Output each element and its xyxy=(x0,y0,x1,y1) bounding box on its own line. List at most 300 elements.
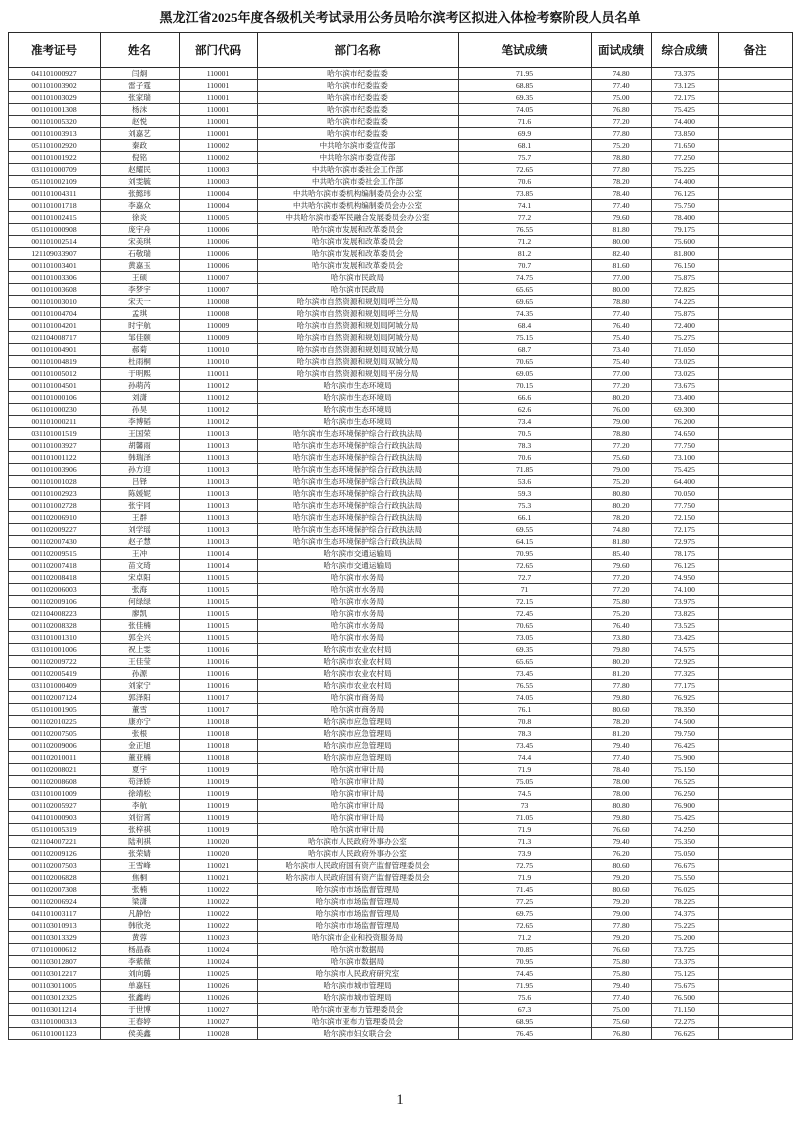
dept-code-cell: 110001 xyxy=(179,68,257,80)
comprehensive-score-cell: 72.925 xyxy=(651,656,718,668)
interview-score-cell: 80.60 xyxy=(591,884,651,896)
column-header: 部门名称 xyxy=(257,33,458,68)
comprehensive-score-cell: 76.125 xyxy=(651,560,718,572)
dept-code-cell: 110019 xyxy=(179,776,257,788)
table-row xyxy=(8,728,792,740)
written-score-cell: 71.05 xyxy=(458,812,591,824)
interview-score-cell: 81.20 xyxy=(591,728,651,740)
name-cell: 张根 xyxy=(100,728,179,740)
written-score-cell: 71.3 xyxy=(458,836,591,848)
dept-name-cell: 哈尔滨市商务局 xyxy=(257,704,458,716)
remark-cell xyxy=(718,452,792,464)
exam-number-cell: 001101002415 xyxy=(8,212,100,224)
remark-cell xyxy=(718,788,792,800)
dept-name-cell: 哈尔滨市自然资源和规划局呼兰分局 xyxy=(257,296,458,308)
comprehensive-score-cell: 74.575 xyxy=(651,644,718,656)
name-cell: 陆利祺 xyxy=(100,836,179,848)
dept-name-cell: 哈尔滨市市场监督管理局 xyxy=(257,896,458,908)
interview-score-cell: 79.60 xyxy=(591,560,651,572)
dept-name-cell: 哈尔滨市市场监督管理局 xyxy=(257,884,458,896)
name-cell: 时宇航 xyxy=(100,320,179,332)
comprehensive-score-cell: 75.225 xyxy=(651,164,718,176)
written-score-cell: 68.85 xyxy=(458,80,591,92)
table-row xyxy=(8,500,792,512)
exam-number-cell: 001102009006 xyxy=(8,740,100,752)
table-header xyxy=(8,33,792,68)
name-cell: 胡馨雨 xyxy=(100,440,179,452)
written-score-cell: 70.65 xyxy=(458,356,591,368)
remark-cell xyxy=(718,440,792,452)
written-score-cell: 71.6 xyxy=(458,116,591,128)
remark-cell xyxy=(718,560,792,572)
dept-code-cell: 110008 xyxy=(179,296,257,308)
exam-number-cell: 001102006003 xyxy=(8,584,100,596)
dept-name-cell: 哈尔滨市生态环境局 xyxy=(257,416,458,428)
interview-score-cell: 75.40 xyxy=(591,356,651,368)
interview-score-cell: 78.40 xyxy=(591,764,651,776)
name-cell: 赵悦 xyxy=(100,116,179,128)
interview-score-cell: 79.20 xyxy=(591,896,651,908)
name-cell: 王硕 xyxy=(100,272,179,284)
comprehensive-score-cell: 74.250 xyxy=(651,824,718,836)
remark-cell xyxy=(718,584,792,596)
dept-code-cell: 110006 xyxy=(179,236,257,248)
dept-code-cell: 110013 xyxy=(179,476,257,488)
name-cell: 王国荣 xyxy=(100,428,179,440)
name-cell: 杨沫 xyxy=(100,104,179,116)
name-cell: 刘潇 xyxy=(100,392,179,404)
dept-code-cell: 110013 xyxy=(179,536,257,548)
dept-name-cell: 哈尔滨市自然资源和规划局阿城分局 xyxy=(257,320,458,332)
dept-name-cell: 哈尔滨市民政局 xyxy=(257,284,458,296)
exam-number-cell: 001102007308 xyxy=(8,884,100,896)
comprehensive-score-cell: 75.425 xyxy=(651,464,718,476)
exam-number-cell: 001101003913 xyxy=(8,128,100,140)
table-row xyxy=(8,992,792,1004)
table-row xyxy=(8,740,792,752)
interview-score-cell: 80.00 xyxy=(591,236,651,248)
written-score-cell: 71.45 xyxy=(458,884,591,896)
exam-number-cell: 001102006828 xyxy=(8,872,100,884)
dept-code-cell: 110012 xyxy=(179,404,257,416)
remark-cell xyxy=(718,152,792,164)
name-cell: 张家瑞 xyxy=(100,92,179,104)
comprehensive-score-cell: 72.275 xyxy=(651,1016,718,1028)
name-cell: 于明熙 xyxy=(100,368,179,380)
comprehensive-score-cell: 76.900 xyxy=(651,800,718,812)
dept-code-cell: 110027 xyxy=(179,1004,257,1016)
exam-number-cell: 001101002728 xyxy=(8,500,100,512)
dept-name-cell: 哈尔滨市市场监督管理局 xyxy=(257,920,458,932)
dept-name-cell: 哈尔滨市应急管理局 xyxy=(257,752,458,764)
table-body xyxy=(8,68,792,1040)
name-cell: 王冲 xyxy=(100,548,179,560)
exam-number-cell: 001101004704 xyxy=(8,308,100,320)
interview-score-cell: 80.20 xyxy=(591,500,651,512)
dept-name-cell: 哈尔滨市审计局 xyxy=(257,824,458,836)
table-row xyxy=(8,248,792,260)
dept-code-cell: 110010 xyxy=(179,356,257,368)
name-cell: 孙昊 xyxy=(100,404,179,416)
dept-name-cell: 中共哈尔滨市委机构编制委员会办公室 xyxy=(257,200,458,212)
table-row xyxy=(8,788,792,800)
dept-code-cell: 110015 xyxy=(179,596,257,608)
dept-code-cell: 110001 xyxy=(179,104,257,116)
dept-code-cell: 110024 xyxy=(179,956,257,968)
remark-cell xyxy=(718,428,792,440)
page-title: 黑龙江省2025年度各级机关考试录用公务员哈尔滨考区拟进入体检考察阶段人员名单 xyxy=(159,10,641,25)
interview-score-cell: 75.20 xyxy=(591,476,651,488)
table-row xyxy=(8,968,792,980)
dept-name-cell: 哈尔滨市商务局 xyxy=(257,692,458,704)
exam-number-cell: 001102009227 xyxy=(8,524,100,536)
dept-name-cell: 哈尔滨市水务局 xyxy=(257,608,458,620)
table-row xyxy=(8,92,792,104)
dept-name-cell: 哈尔滨市发展和改革委员会 xyxy=(257,236,458,248)
exam-number-cell: 001101004819 xyxy=(8,356,100,368)
exam-number-cell: 001102007124 xyxy=(8,692,100,704)
name-cell: 赵子慧 xyxy=(100,536,179,548)
dept-name-cell: 中共哈尔滨市委军民融合发展委员会办公室 xyxy=(257,212,458,224)
comprehensive-score-cell: 77.325 xyxy=(651,668,718,680)
written-score-cell: 70.95 xyxy=(458,548,591,560)
comprehensive-score-cell: 74.650 xyxy=(651,428,718,440)
interview-score-cell: 85.40 xyxy=(591,548,651,560)
interview-score-cell: 79.20 xyxy=(591,872,651,884)
name-cell: 张佳楠 xyxy=(100,620,179,632)
dept-code-cell: 110021 xyxy=(179,872,257,884)
remark-cell xyxy=(718,1028,792,1040)
dept-name-cell: 中共哈尔滨市委社会工作部 xyxy=(257,164,458,176)
dept-name-cell: 哈尔滨市水务局 xyxy=(257,584,458,596)
comprehensive-score-cell: 75.350 xyxy=(651,836,718,848)
table-row xyxy=(8,860,792,872)
comprehensive-score-cell: 75.600 xyxy=(651,236,718,248)
exam-number-cell: 001102005927 xyxy=(8,800,100,812)
interview-score-cell: 77.40 xyxy=(591,308,651,320)
exam-number-cell: 031101000409 xyxy=(8,680,100,692)
remark-cell xyxy=(718,524,792,536)
remark-cell xyxy=(718,548,792,560)
comprehensive-score-cell: 74.400 xyxy=(651,176,718,188)
comprehensive-score-cell: 78.350 xyxy=(651,704,718,716)
table-row xyxy=(8,236,792,248)
column-header: 部门代码 xyxy=(179,33,257,68)
exam-number-cell: 001101005012 xyxy=(8,368,100,380)
dept-name-cell: 哈尔滨市审计局 xyxy=(257,776,458,788)
dept-code-cell: 110027 xyxy=(179,1016,257,1028)
dept-name-cell: 哈尔滨市亚布力管理委员会 xyxy=(257,1004,458,1016)
remark-cell xyxy=(718,956,792,968)
dept-code-cell: 110006 xyxy=(179,224,257,236)
comprehensive-score-cell: 75.750 xyxy=(651,200,718,212)
interview-score-cell: 75.00 xyxy=(591,1004,651,1016)
dept-code-cell: 110016 xyxy=(179,680,257,692)
exam-number-cell: 061101000230 xyxy=(8,404,100,416)
table-row xyxy=(8,140,792,152)
name-cell: 刘家宁 xyxy=(100,680,179,692)
interview-score-cell: 75.20 xyxy=(591,140,651,152)
dept-code-cell: 110013 xyxy=(179,488,257,500)
dept-name-cell: 哈尔滨市审计局 xyxy=(257,788,458,800)
interview-score-cell: 77.40 xyxy=(591,752,651,764)
comprehensive-score-cell: 64.400 xyxy=(651,476,718,488)
table-row xyxy=(8,488,792,500)
name-cell: 刘嘉艺 xyxy=(100,128,179,140)
dept-name-cell: 哈尔滨市应急管理局 xyxy=(257,740,458,752)
interview-score-cell: 77.80 xyxy=(591,164,651,176)
comprehensive-score-cell: 77.175 xyxy=(651,680,718,692)
table-row xyxy=(8,668,792,680)
interview-score-cell: 79.40 xyxy=(591,980,651,992)
dept-name-cell: 哈尔滨市生态环境局 xyxy=(257,392,458,404)
remark-cell xyxy=(718,104,792,116)
written-score-cell: 77.25 xyxy=(458,896,591,908)
table-row xyxy=(8,80,792,92)
dept-code-cell: 110006 xyxy=(179,260,257,272)
exam-number-cell: 001101001122 xyxy=(8,452,100,464)
interview-score-cell: 75.60 xyxy=(591,1016,651,1028)
comprehensive-score-cell: 81.800 xyxy=(651,248,718,260)
dept-code-cell: 110014 xyxy=(179,560,257,572)
dept-code-cell: 110026 xyxy=(179,992,257,1004)
remark-cell xyxy=(718,80,792,92)
table-row xyxy=(8,584,792,596)
dept-code-cell: 110022 xyxy=(179,908,257,920)
name-cell: 黄蓉 xyxy=(100,932,179,944)
dept-code-cell: 110006 xyxy=(179,248,257,260)
name-cell: 赵耀民 xyxy=(100,164,179,176)
dept-code-cell: 110008 xyxy=(179,308,257,320)
name-cell: 张懿玮 xyxy=(100,188,179,200)
written-score-cell: 69.05 xyxy=(458,368,591,380)
remark-cell xyxy=(718,128,792,140)
interview-score-cell: 80.60 xyxy=(591,860,651,872)
table-row xyxy=(8,716,792,728)
remark-cell xyxy=(718,488,792,500)
exam-number-cell: 001101003906 xyxy=(8,464,100,476)
written-score-cell: 71 xyxy=(458,584,591,596)
remark-cell xyxy=(718,764,792,776)
dept-code-cell: 110018 xyxy=(179,728,257,740)
dept-code-cell: 110005 xyxy=(179,212,257,224)
table-row xyxy=(8,344,792,356)
dept-code-cell: 110017 xyxy=(179,704,257,716)
dept-name-cell: 哈尔滨市水务局 xyxy=(257,632,458,644)
remark-cell xyxy=(718,296,792,308)
name-cell: 杜雨桐 xyxy=(100,356,179,368)
dept-code-cell: 110001 xyxy=(179,92,257,104)
remark-cell xyxy=(718,980,792,992)
dept-code-cell: 110015 xyxy=(179,620,257,632)
exam-number-cell: 021104008223 xyxy=(8,608,100,620)
written-score-cell: 59.3 xyxy=(458,488,591,500)
table-row xyxy=(8,752,792,764)
dept-code-cell: 110025 xyxy=(179,968,257,980)
exam-number-cell: 061101001123 xyxy=(8,1028,100,1040)
table-row xyxy=(8,596,792,608)
dept-name-cell: 哈尔滨市生态环境保护综合行政执法局 xyxy=(257,500,458,512)
written-score-cell: 73 xyxy=(458,800,591,812)
comprehensive-score-cell: 75.900 xyxy=(651,752,718,764)
exam-number-cell: 001102008328 xyxy=(8,620,100,632)
remark-cell xyxy=(718,320,792,332)
interview-score-cell: 79.80 xyxy=(591,692,651,704)
dept-code-cell: 110016 xyxy=(179,644,257,656)
dept-name-cell: 哈尔滨市纪委监委 xyxy=(257,68,458,80)
dept-code-cell: 110022 xyxy=(179,896,257,908)
exam-number-cell: 031101000709 xyxy=(8,164,100,176)
dept-name-cell: 中共哈尔滨市委机构编制委员会办公室 xyxy=(257,188,458,200)
dept-name-cell: 哈尔滨市纪委监委 xyxy=(257,92,458,104)
remark-cell xyxy=(718,272,792,284)
written-score-cell: 70.8 xyxy=(458,716,591,728)
comprehensive-score-cell: 73.025 xyxy=(651,356,718,368)
dept-code-cell: 110013 xyxy=(179,500,257,512)
comprehensive-score-cell: 73.675 xyxy=(651,380,718,392)
dept-code-cell: 110014 xyxy=(179,548,257,560)
remark-cell xyxy=(718,752,792,764)
remark-cell xyxy=(718,716,792,728)
name-cell: 焦桐 xyxy=(100,872,179,884)
dept-name-cell: 哈尔滨市生态环境保护综合行政执法局 xyxy=(257,476,458,488)
comprehensive-score-cell: 75.125 xyxy=(651,968,718,980)
interview-score-cell: 79.40 xyxy=(591,836,651,848)
interview-score-cell: 73.80 xyxy=(591,632,651,644)
remark-cell xyxy=(718,500,792,512)
exam-number-cell: 001101002923 xyxy=(8,488,100,500)
dept-name-cell: 哈尔滨市生态环境保护综合行政执法局 xyxy=(257,428,458,440)
comprehensive-score-cell: 75.050 xyxy=(651,848,718,860)
interview-score-cell: 77.00 xyxy=(591,272,651,284)
written-score-cell: 71.85 xyxy=(458,464,591,476)
exam-number-cell: 021104008717 xyxy=(8,332,100,344)
comprehensive-score-cell: 72.175 xyxy=(651,92,718,104)
comprehensive-score-cell: 77.750 xyxy=(651,500,718,512)
dept-code-cell: 110003 xyxy=(179,176,257,188)
written-score-cell: 71.95 xyxy=(458,980,591,992)
table-row xyxy=(8,392,792,404)
page-number: 1 xyxy=(396,1092,404,1108)
table-row xyxy=(8,620,792,632)
interview-score-cell: 76.60 xyxy=(591,824,651,836)
comprehensive-score-cell: 73.100 xyxy=(651,452,718,464)
name-cell: 董亚楠 xyxy=(100,752,179,764)
remark-cell xyxy=(718,236,792,248)
remark-cell xyxy=(718,920,792,932)
exam-number-cell: 001101004501 xyxy=(8,380,100,392)
remark-cell xyxy=(718,596,792,608)
comprehensive-score-cell: 72.400 xyxy=(651,320,718,332)
table-row xyxy=(8,800,792,812)
written-score-cell: 71.2 xyxy=(458,236,591,248)
name-cell: 张鑫屿 xyxy=(100,992,179,1004)
dept-name-cell: 哈尔滨市人民政府国有资产监督管理委员会 xyxy=(257,860,458,872)
comprehensive-score-cell: 77.250 xyxy=(651,152,718,164)
dept-code-cell: 110015 xyxy=(179,572,257,584)
comprehensive-score-cell: 73.850 xyxy=(651,128,718,140)
exam-number-cell: 001102005419 xyxy=(8,668,100,680)
remark-cell xyxy=(718,812,792,824)
exam-number-cell: 051101005319 xyxy=(8,824,100,836)
dept-code-cell: 110021 xyxy=(179,860,257,872)
written-score-cell: 73.45 xyxy=(458,668,591,680)
written-score-cell: 74.1 xyxy=(458,200,591,212)
remark-cell xyxy=(718,692,792,704)
exam-number-cell: 001103011005 xyxy=(8,980,100,992)
remark-cell xyxy=(718,248,792,260)
comprehensive-score-cell: 73.525 xyxy=(651,620,718,632)
results-table xyxy=(8,32,793,1040)
written-score-cell: 71.9 xyxy=(458,824,591,836)
dept-name-cell: 哈尔滨市应急管理局 xyxy=(257,728,458,740)
name-cell: 梁潇 xyxy=(100,896,179,908)
table-row xyxy=(8,260,792,272)
comprehensive-score-cell: 72.975 xyxy=(651,536,718,548)
name-cell: 郭全兴 xyxy=(100,632,179,644)
name-cell: 李紫薇 xyxy=(100,956,179,968)
remark-cell xyxy=(718,92,792,104)
interview-score-cell: 78.40 xyxy=(591,188,651,200)
remark-cell xyxy=(718,884,792,896)
exam-number-cell: 001101002514 xyxy=(8,236,100,248)
comprehensive-score-cell: 70.050 xyxy=(651,488,718,500)
written-score-cell: 69.35 xyxy=(458,644,591,656)
exam-number-cell: 001101003927 xyxy=(8,440,100,452)
exam-number-cell: 001102007505 xyxy=(8,728,100,740)
comprehensive-score-cell: 76.150 xyxy=(651,260,718,272)
name-cell: 宋卓阳 xyxy=(100,572,179,584)
interview-score-cell: 76.80 xyxy=(591,104,651,116)
exam-number-cell: 001102008608 xyxy=(8,776,100,788)
interview-score-cell: 82.40 xyxy=(591,248,651,260)
table-row xyxy=(8,104,792,116)
column-header: 笔试成绩 xyxy=(458,33,591,68)
name-cell: 李博韬 xyxy=(100,416,179,428)
table-row xyxy=(8,224,792,236)
dept-name-cell: 哈尔滨市自然资源和规划局双城分局 xyxy=(257,356,458,368)
table-row xyxy=(8,212,792,224)
dept-name-cell: 哈尔滨市审计局 xyxy=(257,764,458,776)
dept-code-cell: 110015 xyxy=(179,632,257,644)
interview-score-cell: 78.00 xyxy=(591,776,651,788)
column-header: 准考证号 xyxy=(8,33,100,68)
table-row xyxy=(8,332,792,344)
exam-number-cell: 001102007418 xyxy=(8,560,100,572)
remark-cell xyxy=(718,476,792,488)
dept-code-cell: 110017 xyxy=(179,692,257,704)
name-cell: 徐炎 xyxy=(100,212,179,224)
exam-number-cell: 031101001006 xyxy=(8,644,100,656)
dept-code-cell: 110007 xyxy=(179,284,257,296)
written-score-cell: 74.05 xyxy=(458,104,591,116)
written-score-cell: 70.7 xyxy=(458,260,591,272)
interview-score-cell: 75.20 xyxy=(591,608,651,620)
name-cell: 孙方迎 xyxy=(100,464,179,476)
remark-cell xyxy=(718,188,792,200)
dept-name-cell: 哈尔滨市水务局 xyxy=(257,620,458,632)
dept-name-cell: 哈尔滨市发展和改革委员会 xyxy=(257,248,458,260)
remark-cell xyxy=(718,200,792,212)
interview-score-cell: 78.80 xyxy=(591,296,651,308)
dept-name-cell: 哈尔滨市人民政府国有资产监督管理委员会 xyxy=(257,872,458,884)
written-score-cell: 74.4 xyxy=(458,752,591,764)
written-score-cell: 67.3 xyxy=(458,1004,591,1016)
written-score-cell: 64.15 xyxy=(458,536,591,548)
remark-cell xyxy=(718,308,792,320)
name-cell: 孙源 xyxy=(100,668,179,680)
written-score-cell: 75.15 xyxy=(458,332,591,344)
